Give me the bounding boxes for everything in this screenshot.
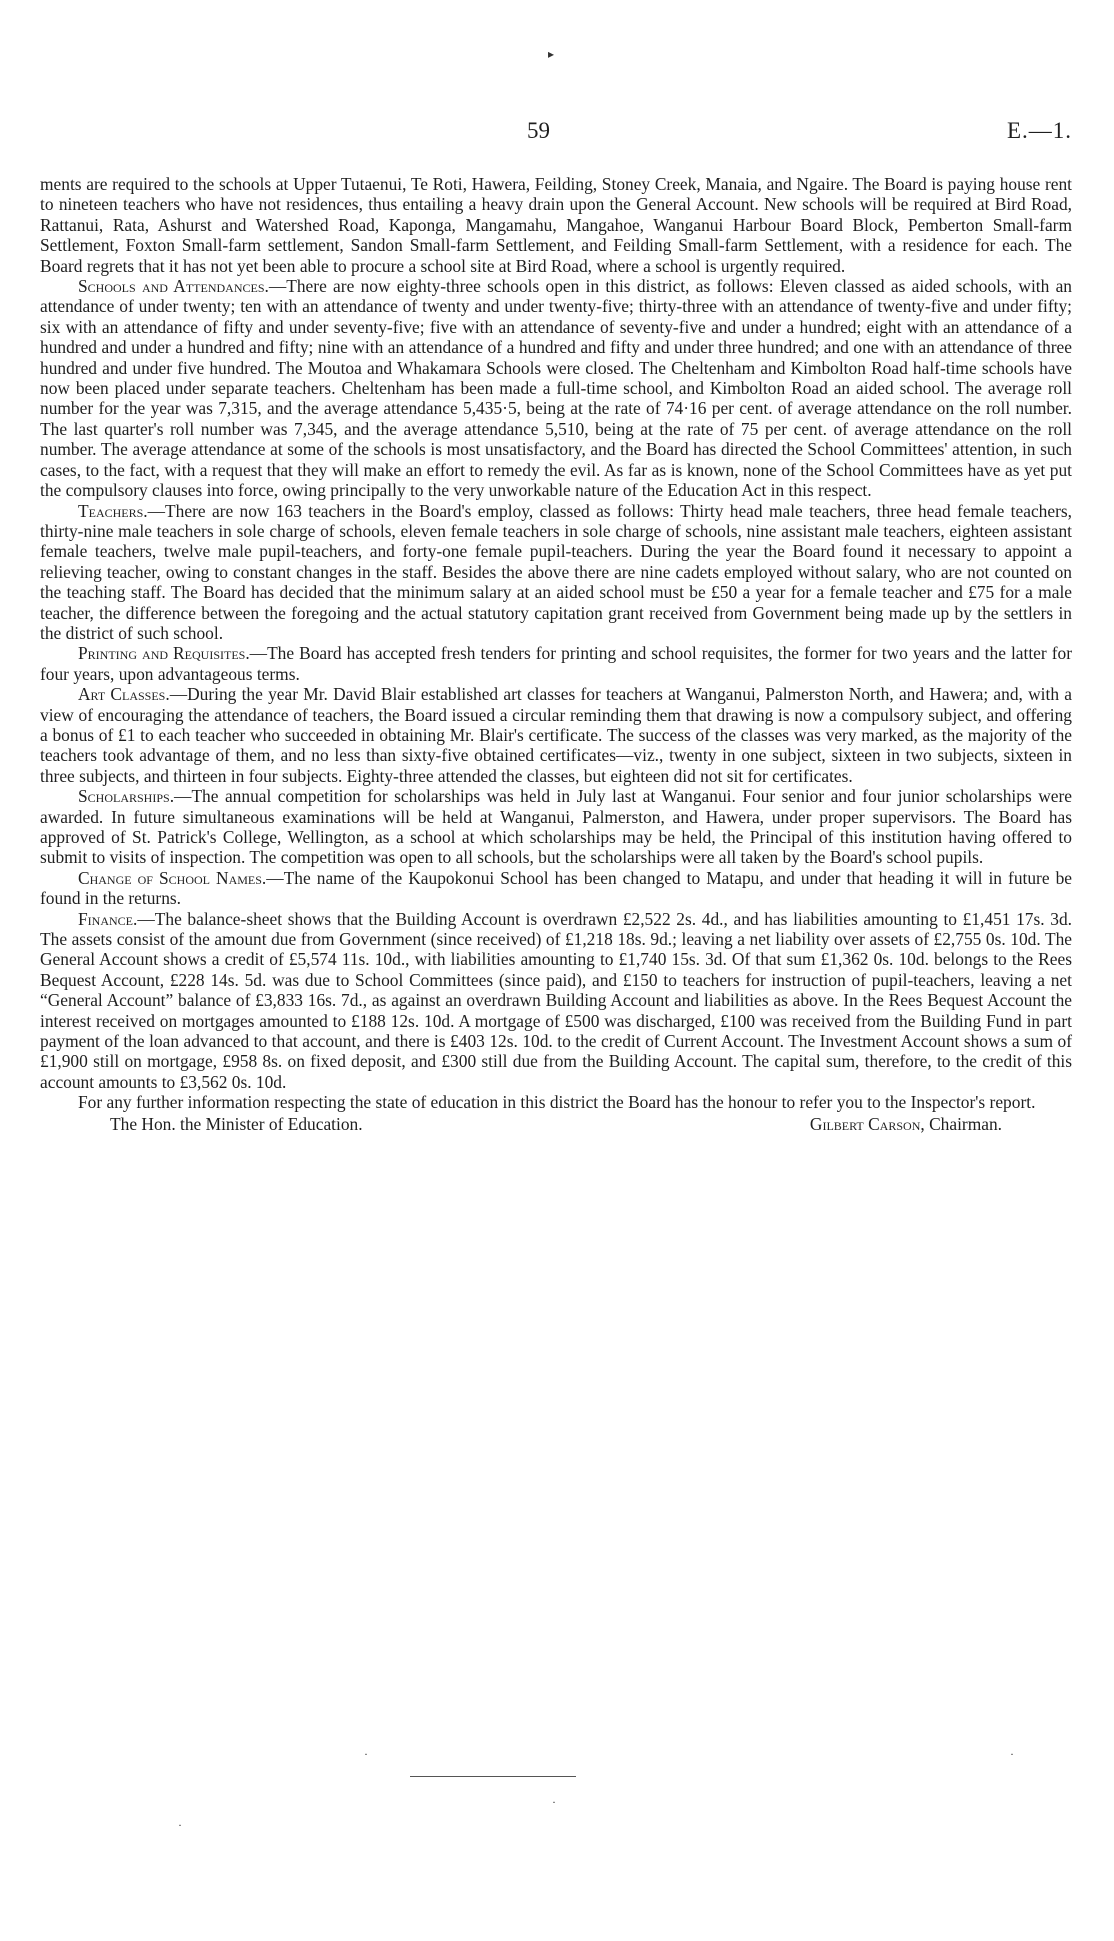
page-number: 59: [527, 118, 550, 143]
scan-speck: ·: [178, 1818, 182, 1832]
section-heading: Art Classes.: [78, 684, 170, 705]
scan-speck: ·: [364, 1747, 368, 1761]
paragraph-text: —The name of the Kaupokonui School has been changed to Matapu, and under that heading it will in future be found in the returns.: [40, 867, 1073, 909]
addressee: The Hon. the Minister of Education.: [110, 1113, 363, 1134]
scan-speck: ▸: [548, 47, 555, 61]
paragraph-school-buildings: [40, 174, 1072, 276]
paragraph-scholarships: [40, 786, 1072, 868]
paragraph-text: ments are required to the schools at Upper Tutaenui, Te Roti, Hawera, Feilding, Stoney Creek, Manaia, and Ngaire. The Board is paying house rent to nineteen teachers who have not residences, thus entailing a heavy drain upon the General Account. New schools will be required at Bird Road, Rattanui, Rata, Ashurst and Watershed Road, Kaponga, Mangamahu, Mangahoe, Wanganui Harbour Board Block, Pemberton Small-farm Settlement, Foxton Small-farm settlement, Sandon Small-farm Settlement, and Feilding Small-farm Settlement, with a residence for each. The Board regrets that it has not yet been able to procure a school site at Bird Road, where a school is urgently required.: [40, 174, 1072, 276]
paragraph-text: —There are now eighty-three schools open in this district, as follows: Eleven classed as aided schools, with an attendance of under twenty; ten with an attendance of twenty and under twenty-five; thirty-three with an attendance of twenty-five and under fifty; six with an attendance of fifty and under seventy-five; five with an attendance of seventy-five and under a hundred; eight with an attendance of a hundred and under a hundred and fifty; nine with an attendance of a hundred and fifty and under three hundred; and one with an attendance of three hundred and under five hundred. The Moutoa and Whakamara Schools were closed. The Cheltenham and Kimbolton Road half-time schools have now been placed under separate teachers. Cheltenham has been made a full-time school, and Kimbolton Road an aided school. The average roll number for the year was 7,315, and the average attendance 5,435·5, being at the rate of 74·16 per cent. of average attendance on the roll number. The last quarter's roll number was 7,345, and the average attendance 5,510, being at the rate of 75 per cent. of average attendance on the roll number. The average attendance at some of the schools is most unsatisfactory, and the Board has directed the School Committees' attention, in such cases, to the fact, with a request that they will make an effort to remedy the evil. As far as is known, none of the School Committees have as yet put the compulsory clauses into force, owing principally to the very unworkable nature of the Education Act in this respect.: [40, 276, 1072, 501]
paragraph-text: —The Board has accepted fresh tenders for printing and school requisites, the former for two years and the latter for four years, upon advantageous terms.: [40, 643, 1072, 684]
paragraph-text: —There are now 163 teachers in the Board's employ, classed as follows: Thirty head male teachers, three head female teachers, thirty-nine male teachers in sole charge of schools, eleven female teachers in sole charge of schools, nine assistant male teachers, eighteen assistant female teachers, twelve male pupil-teachers, and forty-one female pupil-teachers. During the year the Board found it necessary to appoint a relieving teacher, owing to constant changes in the staff. Besides the above there are nine cadets employed without salary, who are not counted on the teaching staff. The Board has decided that the minimum salary at an aided school must be £50 a year for a female teacher and £75 for a male teacher, the difference between the foregoing and the actual statutory capitation grant received from Government being made up by the settlers in the district of such school.: [40, 500, 1072, 643]
paragraph-printing-requisites: [40, 643, 1072, 684]
paragraph-text: —The balance-sheet shows that the Building Account is overdrawn £2,522 2s. 4d., and has liabilities amounting to £1,451 17s. 3d. The assets consist of the amount due from Government (since received) of £1,218 18s. 9d.; leaving a net liability over assets of £2,755 0s. 10d. The General Account shows a credit of £5,574 11s. 10d., with liabilities amounting to £1,740 15s. 3d. Of that sum £1,362 0s. 10d. belongs to the Rees Bequest Account, £228 14s. 5d. was due to School Committees (since paid), and £150 to teachers for instruction of pupil-teachers, leaving a net “General Account” balance of £3,833 16s. 7d., as against an overdrawn Building Account and liabilities as above. In the Rees Bequest Account the interest received on mortgages amounted to £188 12s. 10d. A mortgage of £500 was discharged, £100 was received from the Building Fund in part payment of the loan advanced to that account, and there is £403 12s. 10d. to the credit of Current Account. The Investment Account shows a sum of £1,900 still on mortgage, £958 8s. on fixed deposit, and £300 still due from the Building Account. The capital sum, therefore, to the credit of this account amounts to £3,562 0s. 10d.: [40, 908, 1072, 1092]
scan-speck: ·: [1010, 1747, 1014, 1761]
paragraph-schools-attendances: [40, 276, 1072, 500]
section-heading: Change of School Names.: [78, 867, 267, 888]
paragraph-text: —During the year Mr. David Blair established art classes for teachers at Wanganui, Palmerston North, and Hawera; and, with a view of encouraging the attendance of teachers, the Board issued a circular reminding them that drawing is now a compulsory subject, and offering a bonus of £1 to each teacher who succeeded in obtaining Mr. Blair's certificate. The success of the classes was very marked, as the majority of the teachers took advantage of them, and no less than sixty-five obtained certificates—viz., twenty in one subject, sixteen in two subjects, sixteen in three subjects, and thirteen in four subjects. Eighty-three attended the classes, but eighteen did not sit for certificates.: [40, 684, 1072, 786]
paragraph-text: —The annual competition for scholarships was held in July last at Wanganui. Four senior and four junior scholarships were awarded. In future simultaneous examinations will be held at Wanganui, Palmerston, and Hawera, under proper supervisors. The Board has approved of St. Patrick's College, Wellington, as a school at which scholarships may be held, the Principal of this institution having offered to submit to visits of inspection. The competition was open to all schools, but the scholarships were all taken by the Board's school pupils.: [40, 786, 1072, 868]
section-heading: Scholarships.: [78, 786, 175, 807]
section-heading: Printing and Requisites.: [78, 643, 250, 664]
section-heading: Finance.: [78, 908, 138, 929]
scan-speck: ·: [552, 1795, 556, 1809]
paragraph-text: For any further information respecting the state of education in this district the Board has the honour to refer you to the Inspector's report.: [78, 1092, 1036, 1113]
signer-name: Gilbert Carson: [809, 1113, 921, 1134]
report-body: [40, 174, 1072, 1135]
closing-rule: [410, 1776, 576, 1777]
section-heading: Teachers.: [78, 500, 148, 521]
paragraph-finance: [40, 909, 1072, 1093]
signer-title: , Chairman.: [920, 1113, 1002, 1134]
document-code: E.—1.: [1006, 118, 1072, 143]
signature-line: [40, 1114, 1072, 1135]
paragraph-closing: [40, 1092, 1072, 1112]
section-heading: Schools and Attendances.: [78, 276, 269, 297]
paragraph-teachers: [40, 501, 1072, 644]
paragraph-art-classes: [40, 684, 1072, 786]
paragraph-change-of-school-names: [40, 868, 1072, 909]
signature-block: [810, 1114, 1002, 1134]
